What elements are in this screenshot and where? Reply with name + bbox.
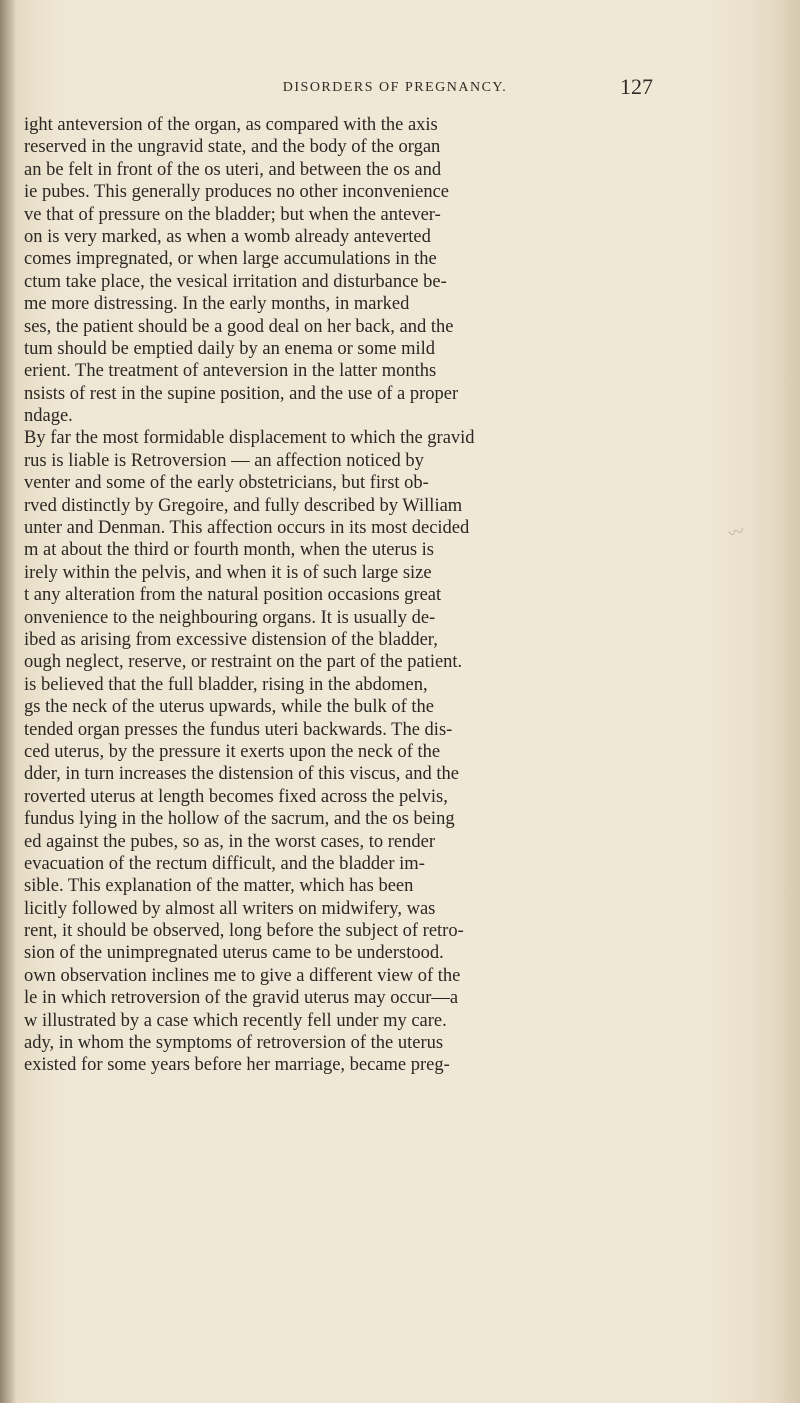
text-line: me more distressing. In the early months, in marked (24, 294, 410, 315)
text-line: evacuation of the rectum difficult, and the bladder im- (24, 853, 425, 874)
text-line: rved distinctly by Gregoire, and fully described by William (24, 495, 463, 516)
text-line: own observation inclines me to give a different view of the (24, 965, 461, 986)
text-line: tended organ presses the fundus uteri backwards. The dis- (24, 719, 453, 740)
text-line: ses, the patient should be a good deal on her back, and the (24, 316, 454, 337)
text-line: gs the neck of the uterus upwards, while the bulk of the (24, 697, 434, 718)
text-line: le in which retroversion of the gravid uterus may occur—a (24, 988, 459, 1009)
text-line: ndage. (24, 406, 73, 427)
text-line: ady, in whom the symptoms of retroversion of the uterus (24, 1033, 444, 1054)
text-line: on is very marked, as when a womb already anteverted (24, 226, 431, 247)
text-line: nsists of rest in the supine position, and the use of a proper (24, 383, 459, 404)
text-line: an be felt in front of the os uteri, and between the os and (24, 159, 442, 180)
text-line: t any alteration from the natural position occasions great (24, 585, 442, 606)
text-line: comes impregnated, or when large accumulations in the (24, 249, 437, 270)
text-line: rent, it should be observed, long before the subject of retro- (24, 921, 464, 942)
text-line: irely within the pelvis, and when it is of such large size (24, 562, 432, 583)
text-line: reserved in the ungravid state, and the body of the organ (24, 137, 441, 158)
text-line: ough neglect, reserve, or restraint on the part of the patient. (24, 652, 463, 673)
page-number: 127 (620, 74, 653, 99)
text-line: rus is liable is Retroversion — an affection noticed by (24, 450, 424, 471)
text-line: unter and Denman. This affection occurs in its most decided (24, 518, 470, 539)
text-line: erient. The treatment of anteversion in the latter months (24, 361, 437, 382)
text-line: ced uterus, by the pressure it exerts upon the neck of the (24, 741, 441, 762)
text-line: sion of the unimpregnated uterus came to be understood. (24, 943, 444, 964)
text-line: is believed that the full bladder, rising in the abdomen, (24, 674, 428, 695)
text-line: ed against the pubes, so as, in the worst cases, to render (24, 831, 436, 852)
text-line: m at about the third or fourth month, when the uterus is (24, 540, 435, 561)
margin-pencil-mark: 〰 (726, 521, 747, 544)
text-line: ie pubes. This generally produces no other inconvenience (24, 182, 450, 203)
text-line: sible. This explanation of the matter, which has been (24, 876, 414, 897)
text-line: venter and some of the early obstetricians, but first ob- (24, 473, 429, 494)
text-line: ve that of pressure on the bladder; but when the antever- (24, 204, 441, 225)
body-text (24, 114, 786, 1077)
text-line: licitly followed by almost all writers on midwifery, was (24, 898, 436, 919)
text-line: roverted uterus at length becomes fixed across the pelvis, (24, 786, 448, 807)
text-line: w illustrated by a case which recently fell under my care. (24, 1010, 447, 1031)
text-line: ctum take place, the vesical irritation and disturbance be- (24, 271, 447, 292)
running-title: DISORDERS OF PREGNANCY. (282, 80, 508, 95)
text-line: existed for some years before her marriage, became preg- (24, 1055, 450, 1076)
text-line: By far the most formidable displacement to which the gravid (24, 428, 475, 449)
text-line: tum should be emptied daily by an enema or some mild (24, 338, 436, 359)
text-line: ight anteversion of the organ, as compared with the axis (24, 115, 438, 135)
text-line: ibed as arising from excessive distension of the bladder, (24, 629, 438, 650)
text-line: fundus lying in the hollow of the sacrum, and the os being (24, 809, 455, 830)
text-line: onvenience to the neighbouring organs. It is usually de- (24, 607, 436, 628)
text-line: dder, in turn increases the distension of this viscus, and the (24, 764, 459, 785)
binding-gutter (0, 0, 16, 1403)
